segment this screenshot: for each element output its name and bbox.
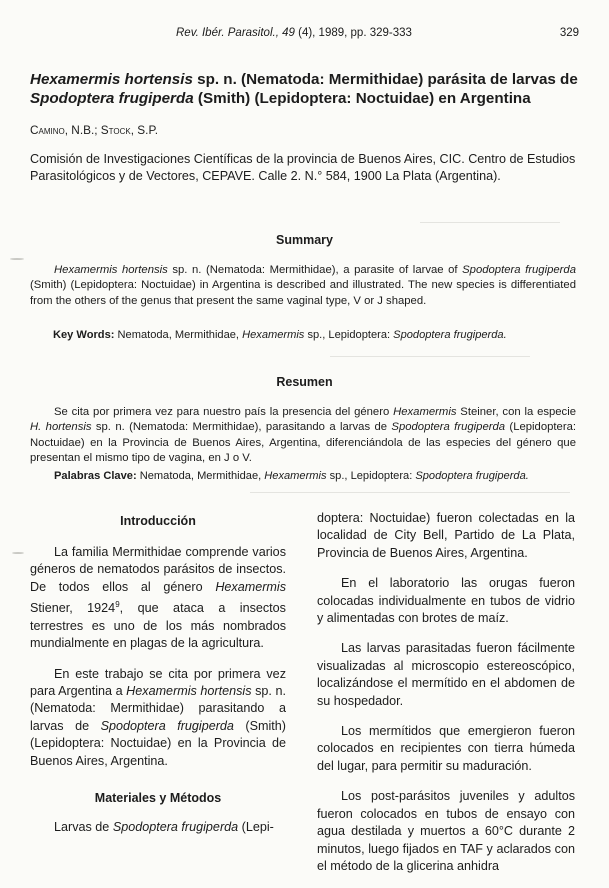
methods-paragraph: doptera: Noctuidae) fueron colectadas en la localidad de City Bell, Partido de La Plata, Provincia de Buenos Aires, Argentina. xyxy=(317,511,575,560)
article-title: Hexamermis hortensis sp. n. (Nematoda: Mermithidae) parásita de larvas de Spodoptera frugiperda (Smith) (Lepidoptera: Noctuidae) en Argentina xyxy=(30,71,578,107)
palabras-clave: Palabras Clave: Nematoda, Mermithidae, Hexamermis sp., Lepidoptera: Spodoptera frugiperda. xyxy=(54,470,529,482)
resumen-heading: Resumen xyxy=(276,375,333,389)
authors: Camino, N.B.; Stock, S.P. xyxy=(30,123,159,137)
methods-paragraph: Los post-parásitos juveniles y adultos fueron colocados en tubos de ensayo con agua destilada y muertos a 60°C durante 2 minutos, luego fijados en TAF y aclarados con el método de la glicerina anhidra xyxy=(317,789,575,873)
methods-paragraph: Los mermítidos que emergieron fueron colocados en recipientes con tierra húmeda del lugar, para permitir su maduración. xyxy=(317,724,575,773)
summary-heading: Summary xyxy=(276,233,333,247)
key-words: Key Words: Nematoda, Mermithidae, Hexamermis sp., Lepidoptera: Spodoptera frugiperda. xyxy=(53,329,507,341)
introduccion-heading: Introducción xyxy=(120,514,196,528)
intro-paragraph: En este trabajo se cita por primera vez para Argentina a Hexamermis hortensis sp. n. (Nematoda: Mermithidae) parasitando a larvas de Spodoptera frugiperda (Smith) (Lepidoptera: Noctuidae) en la Provincia de Buenos Aires, Argentina. xyxy=(30,666,286,768)
right-column-body xyxy=(317,510,575,888)
methods-paragraph: En el laboratorio las orugas fueron colocadas individualmente en tubos de vidrio y alimentadas con brotes de maíz. xyxy=(317,576,575,626)
intro-body xyxy=(30,544,286,783)
methods-paragraph: Las larvas parasitadas fueron fácilmente visualizadas al microscopio estereoscópico, localizándose el mermítido en el abdomen de su hospedador. xyxy=(317,641,575,708)
page-number: 329 xyxy=(559,27,579,39)
journal-citation: Rev. Ibér. Parasitol., 49 (4), 1989, pp. 329-333 xyxy=(176,27,412,39)
resumen-text: Se cita por primera vez para nuestro país la presencia del género Hexamermis Steiner, con la especie H. hortensis sp. n. (Nematoda: Mermithidae), parasitando a larvas de Spodoptera frugiperda (Lepidoptera: Noctuidae) en la Provincia de Buenos Aires, Argentina, diferenciándola de las especies del género que presentan el mismo tipo de vagina, en J o V. xyxy=(30,406,577,464)
methods-paragraph: Larvas de Spodoptera frugiperda (Lepi- xyxy=(54,820,274,834)
methods-body xyxy=(30,819,286,849)
summary-text: Hexamermis hortensis sp. n. (Nematoda: Mermithidae), a parasite of larvae of Spodoptera frugiperda (Smith) (Lepidoptera: Noctuidae) in Argentina is described and illustrated. The new species is differentiated from the others of the genus that present the same vaginal type, V or J shaped. xyxy=(30,264,576,307)
materiales-heading: Materiales y Métodos xyxy=(94,791,222,805)
intro-paragraph: La familia Mermithidae comprende varios géneros de nematodos parásitos de insectos. De todos ellos al género Hexamermis Stiener, 1924$^9$, que ataca a insectos terrestres es uno de los más nombrados mundialmente en plagas de la agricultura. xyxy=(30,545,286,651)
affiliation: Comisión de Investigaciones Científicas de la provincia de Buenos Aires, CIC. Centro de Estudios Parasitológicos y de Vectores, CEPAVE. Calle 2. N.° 584, 1900 La Plata (Argentina). xyxy=(30,152,576,183)
